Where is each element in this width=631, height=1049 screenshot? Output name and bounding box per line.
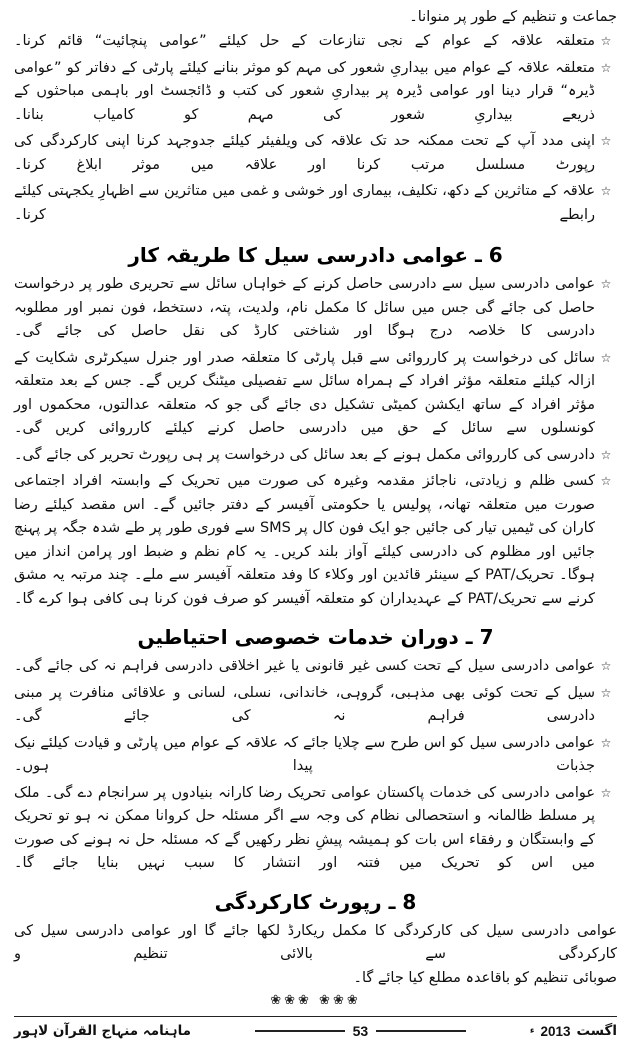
list-item-text: عوامی دادرسی کی خدمات پاکستان عوامی تحریک رضا کارانہ بنیادوں پر سرانجام دے گی۔ ملک پر مسلط ظالمانہ و استحصالی نظام کی وجہ سے اگر مسئلہ حل کروانا ممکن نہ ہو تو تحریک کے وابستگان و رفقاء اس بات کو ہمیشہ پیشِ نظر رکھیں گے کہ مسئلہ حل نہ ہونے کی صورت میں اس کو تحریک میں فتنہ اور انتشار کا سبب نہیں بنایا جائے گا۔ [14,784,595,872]
continuation-line: جماعت و تنظیم کے طور پر منوانا۔ [409,9,617,25]
list-item-text: دادرسی کی کارروائی مکمل ہونے کے بعد سائل کی درخواست پر ہی رپورٹ تحریر کی جائے گی۔ [14,446,595,463]
section-8-paragraph-line-1: عوامی دادرسی سیل کی کارکردگی کا مکمل ریکارڈ لکھا جائے گا اور عوامی دادرسی سیل کی کارکردگی سے بالائی تنظیم و [14,922,617,962]
list-item-text: علاقہ کے متاثرین کے دکھ، تکلیف، بیماری اور خوشی و غمی میں متاثرین سے اظہارِ یکجہتی کیلئے رابطے کرنا۔ [14,183,595,223]
section-heading-7: 7 ـ دوران خدمات خصوصی احتیاطیں [137,625,494,650]
list-item-text: اپنی مدد آپ کے تحت ممکنہ حد تک علاقہ کی ویلفیئر کیلئے جدوجہد کرنا اپنی کارکردگی کی رپورٹ مسلسل مرتب کرنا اور علاقہ میں موثر ابلاغ کرنا۔ [14,133,595,173]
list-item [14,273,617,345]
footer-year-label: 2013 [540,1023,571,1039]
list-item [14,30,617,55]
ornament-divider: ❀❀❀ ❀❀❀ [270,992,361,1008]
footer-center [191,1023,530,1039]
list-item [14,57,617,129]
footer-issue-date [530,1023,617,1039]
list-item [14,682,617,731]
star-bullet-icon: ☆ [600,735,612,750]
list-item [14,782,617,878]
footer-magazine-title: ماہنامہ منہاج القرآن لاہور [14,1023,192,1039]
footer-row [14,1023,617,1039]
footer-rule-segment-left [255,1030,345,1032]
star-bullet-icon: ☆ [600,447,612,462]
star-bullet-icon: ☆ [600,350,612,365]
list-item-text: متعلقہ علاقہ کے عوام کے نجی تنازعات کے حل کیلئے ”عوامی پنچائیت“ قائم کرنا۔ [14,33,595,50]
star-bullet-icon: ☆ [600,134,612,149]
list-item-text: عوامی دادرسی سیل سے دادرسی حاصل کرنے کے خواہاں سائل سے تحریری طور پر درخواست حاصل کی جائے گی جس میں سائل کا مکمل نام، ولدیت، پتہ، دستخط، فون نمبر اور مطلوبہ دادرسی کا خلاصہ درج ہوگا اور شناختی کارڈ کی نقل حاصل کی جائے گی۔ [14,276,595,340]
star-bullet-icon: ☆ [600,60,612,75]
star-bullet-icon: ☆ [600,785,612,800]
list-item [14,130,617,179]
section-7-list [14,655,617,877]
footer-divider [14,1016,617,1017]
star-bullet-icon: ☆ [600,685,612,700]
page-number: 53 [352,1023,369,1039]
page-footer [0,1016,631,1039]
list-item [14,732,617,781]
list-item [14,347,617,443]
section-8-paragraph-line-2: صوبائی تنظیم کو باقاعدہ مطلع کیا جائے گا۔ [353,970,617,987]
footer-month-label: اگست [576,1023,617,1039]
section-heading-8: 8 ـ رپورٹ کارکردگی [214,889,417,914]
list-item-text: سائل کی درخواست پر کارروائی سے قبل پارٹی کا متعلقہ صدر اور جنرل سیکرٹری شکایت کے ازالہ کیلئے متعلقہ مؤثر افراد کے ہمراہ سائل سے تفصیلی میٹنگ کریں گے۔ جس کے بعد متعلقہ مؤثر افراد کے ساتھ ایکشن کمیٹی تشکیل دی جائے گی جو کہ متعلقہ عدالتوں، محکموں اور کونسلوں سے سائل کے حق میں دادرسی حاصل کرنے کیلئے کارروائی کریں گی۔ [14,349,595,437]
star-bullet-icon: ☆ [600,659,612,674]
star-bullet-icon: ☆ [600,277,612,292]
section-heading-6: 6 ـ عوامی دادرسی سیل کا طریقہ کار [128,243,503,268]
list-item-text: عوامی دادرسی سیل کے تحت کسی غیر قانونی یا غیر اخلاقی دادرسی فراہم نہ کی جائے گی۔ [14,658,595,675]
footer-era-mark: ء [529,1026,535,1036]
list-item [14,470,617,613]
star-bullet-icon: ☆ [600,184,612,199]
list-item-text: سیل کے تحت کوئی بھی مذہبی، گروہی، خاندانی، نسلی، لسانی و علاقائی منافرت پر مبنی دادرسی فراہم نہ کی جائے گی۔ [14,684,595,725]
section-6-list [14,273,617,613]
list-item [14,180,617,229]
list-item-text: کسی ظلم و زیادتی، ناجائز مقدمہ وغیرہ کی صورت میں تحریک کے وابستہ افراد اجتماعی صورت میں متعلقہ تھانہ، پولیس یا حکومتی آفیسر کے دفتر جائیں گے۔ اس مقصد کیلئے رضا کاران کی ٹیمیں تیار کی جائیں جو ایک فون کال پر SMS سے فوری طور پر طے شدہ جگہ پر پہنچ جائیں اور مظلوم کی دادرسی کیلئے آواز بلند کریں۔ یہ کام نظم و ضبط اور پرامن انداز میں ہوگا۔ تحریک/PAT کے سینئر قائدین اور وکلاء کا وفد متعلقہ آفیسر سے ملے۔ چند مرتبہ یہ مشق کرنے سے تحریک/PAT کے عہدیداران کو متعلقہ آفیسر کو صرف فون کرنا ہی کافی ہوا کرے گا۔ [14,473,596,607]
star-bullet-icon: ☆ [600,474,612,489]
footer-rule-segment-right [376,1030,466,1032]
list-item-text: عوامی دادرسی سیل کو اس طرح سے چلایا جائے کہ علاقہ کے عوام میں پارٹی و قیادت کیلئے نیک جذبات پیدا ہوں۔ [14,734,595,775]
top-bullet-list [14,6,617,229]
list-item [14,655,617,680]
star-bullet-icon: ☆ [600,34,612,49]
list-item [14,444,617,469]
list-item-text: متعلقہ علاقہ کے عوام میں بیداریِ شعور کی مہم کو موثر بنانے کیلئے پارٹی کے دفاتر کو ”عوامی ڈیرہ“ قرار دینا اور عوامی ڈیرہ پر بیداریِ شعور کی کتب و ڈائجسٹ اور باہمی مباحثوں کے ذریعے بیداریِ شعور کی مہم کو کامیاب بنانا۔ [14,59,595,123]
